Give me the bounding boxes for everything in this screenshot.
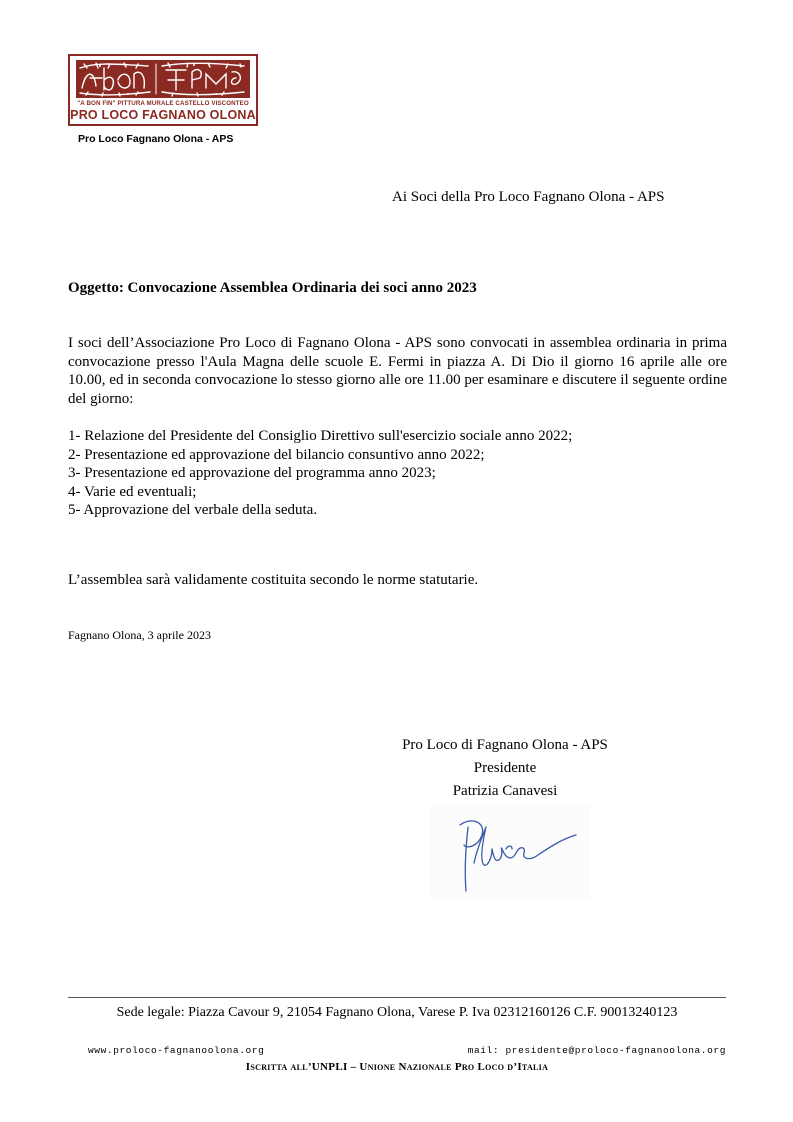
handwritten-signature xyxy=(430,805,590,900)
footer-email-link[interactable]: mail: presidente@proloco-fagnanoolona.org xyxy=(467,1045,726,1056)
org-caption: Pro Loco Fagnano Olona - APS xyxy=(78,133,234,145)
agenda-item: 5- Approvazione del verbale della seduta. xyxy=(68,502,318,518)
footer-address: Sede legale: Piazza Cavour 9, 21054 Fagnano Olona, Varese P. Iva 02312160126 C.F. 90013240123 xyxy=(116,1005,678,1020)
agenda-list xyxy=(68,427,572,520)
logo-subtitle: "A BON FIN" PITTURA MURALE CASTELLO VISCONTEO xyxy=(77,100,249,107)
pro-loco-logo xyxy=(68,54,258,126)
closing-sentence: L’assemblea sarà validamente costituita secondo le norme statutarie. xyxy=(68,572,479,588)
body-paragraph: I soci dell’Associazione Pro Loco di Fagnano Olona - APS sono convocati in assemblea ordinaria in prima convocazione presso l'Aula Magna delle scuole E. Fermi in piazza A. Di Dio il giorno 16 aprile alle ore 10.00, ed in seconda convocazione lo stesso giorno alle ore 11.00 per esaminare e discutere il seguente ordine del giorno: xyxy=(68,335,727,407)
signatory-name: Patrizia Canavesi xyxy=(452,783,558,799)
date-line: Fagnano Olona, 3 aprile 2023 xyxy=(68,628,211,642)
agenda-item: 3- Presentazione ed approvazione del programma anno 2023; xyxy=(68,465,436,481)
subject-line: Oggetto: Convocazione Assemblea Ordinaria dei soci anno 2023 xyxy=(68,280,477,296)
agenda-item: 2- Presentazione ed approvazione del bilancio consuntivo anno 2022; xyxy=(68,446,485,463)
logo-script-artwork xyxy=(76,60,250,98)
footer-divider xyxy=(68,997,726,998)
footer-website-link[interactable]: www.proloco-fagnanoolona.org xyxy=(88,1045,265,1056)
signature-block xyxy=(340,734,670,803)
signatory-organization: Pro Loco di Fagnano Olona - APS xyxy=(402,737,608,753)
logo-name: PRO LOCO FAGNANO OLONA xyxy=(70,108,256,122)
footer-registration: Iscritta all’UNPLI – Unione Nazionale Pro Loco d’Italia xyxy=(245,1061,549,1073)
logo-script-banner xyxy=(76,60,250,98)
agenda-item: 1- Relazione del Presidente del Consiglio Direttivo sull'esercizio sociale anno 2022; xyxy=(68,428,573,444)
agenda-item: 4- Varie ed eventuali; xyxy=(68,483,197,500)
recipient-line: Ai Soci della Pro Loco Fagnano Olona - APS xyxy=(392,189,665,205)
signatory-role: Presidente xyxy=(473,760,537,776)
